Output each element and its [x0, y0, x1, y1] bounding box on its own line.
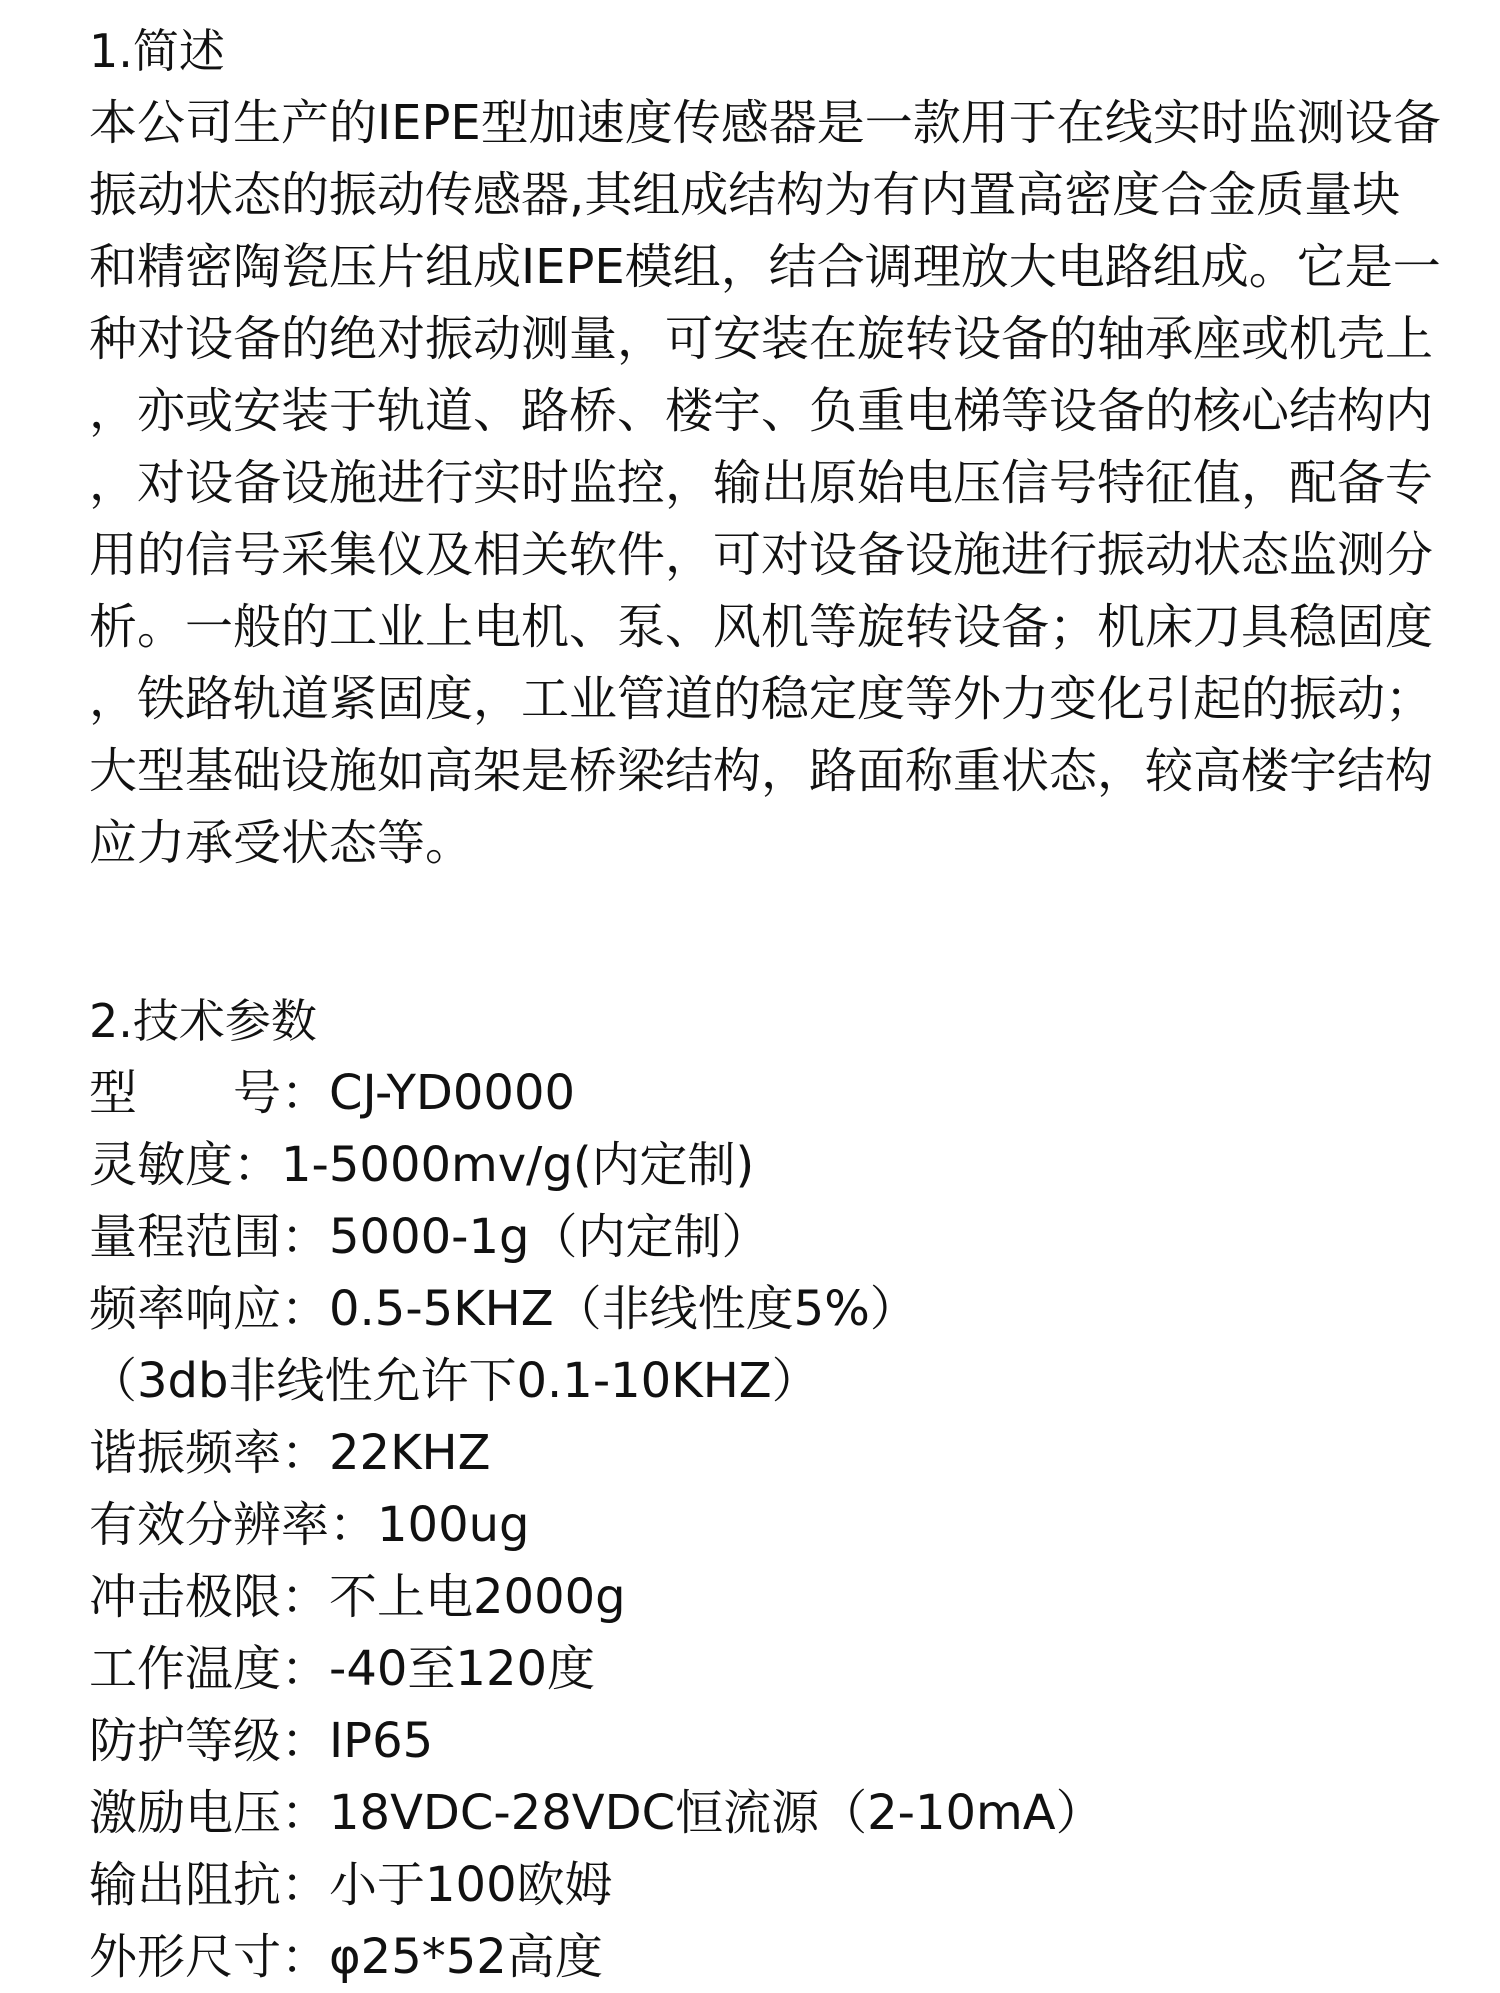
spec-range: 量程范围：5000-1g（内定制）	[89, 1209, 770, 1265]
spec-excitation-voltage: 激励电压：18VDC-28VDC恒流源（2-10mA）	[89, 1785, 1104, 1841]
section-1-line: 析。一般的工业上电机、泵、风机等旋转设备；机床刀具稳固度	[89, 599, 1434, 655]
spec-resolution: 有效分辨率：100ug	[89, 1497, 530, 1553]
section-1-heading: 1.简述	[89, 24, 225, 78]
spec-model: 型 号：CJ-YD0000	[89, 1065, 576, 1121]
section-1-body	[89, 87, 1459, 879]
spec-operating-temperature: 工作温度：-40至120度	[89, 1641, 596, 1697]
section-1-line: 振动状态的振动传感器,其组成结构为有内置高密度合金质量块	[89, 167, 1401, 223]
section-1-line: 本公司生产的IEPE型加速度传感器是一款用于在线实时监测设备	[89, 95, 1441, 151]
section-1-line: 和精密陶瓷压片组成IEPE模组，结合调理放大电路组成。它是一	[89, 239, 1441, 295]
section-1-line: 用的信号采集仪及相关软件，可对设备设施进行振动状态监测分	[89, 527, 1434, 583]
section-1-line: ，对设备设施进行实时监控，输出原始电压信号特征值，配备专	[89, 455, 1434, 511]
spec-shock-limit: 冲击极限：不上电2000g	[89, 1569, 626, 1625]
spec-resonant-frequency: 谐振频率：22KHZ	[89, 1425, 491, 1481]
spec-sensitivity: 灵敏度：1-5000mv/g(内定制)	[89, 1137, 755, 1193]
spec-output-impedance: 输出阻抗：小于100欧姆	[89, 1857, 613, 1913]
spec-frequency-response: 频率响应：0.5-5KHZ（非线性度5%）	[89, 1281, 918, 1337]
section-spacer	[89, 879, 1459, 985]
section-1-line: 大型基础设施如高架是桥梁结构，路面称重状态，较高楼宇结构	[89, 743, 1434, 799]
section-1-line: ，铁路轨道紧固度，工业管道的稳定度等外力变化引起的振动；	[89, 671, 1434, 727]
section-1-line: 应力承受状态等。	[89, 815, 474, 871]
spec-dimensions: 外形尺寸：φ25*52高度	[89, 1929, 603, 1985]
section-1-line: ，亦或安装于轨道、路桥、楼宇、负重电梯等设备的核心结构内	[89, 383, 1434, 439]
spec-protection-level: 防护等级：IP65	[89, 1713, 434, 1769]
document-page	[89, 0, 1459, 1993]
spec-list	[89, 1057, 1459, 1993]
section-2-heading: 2.技术参数	[89, 994, 317, 1048]
section-1-line: 种对设备的绝对振动测量，可安装在旋转设备的轴承座或机壳上	[89, 311, 1434, 367]
spec-frequency-response-3db: （3db非线性允许下0.1-10KHZ）	[89, 1353, 820, 1409]
